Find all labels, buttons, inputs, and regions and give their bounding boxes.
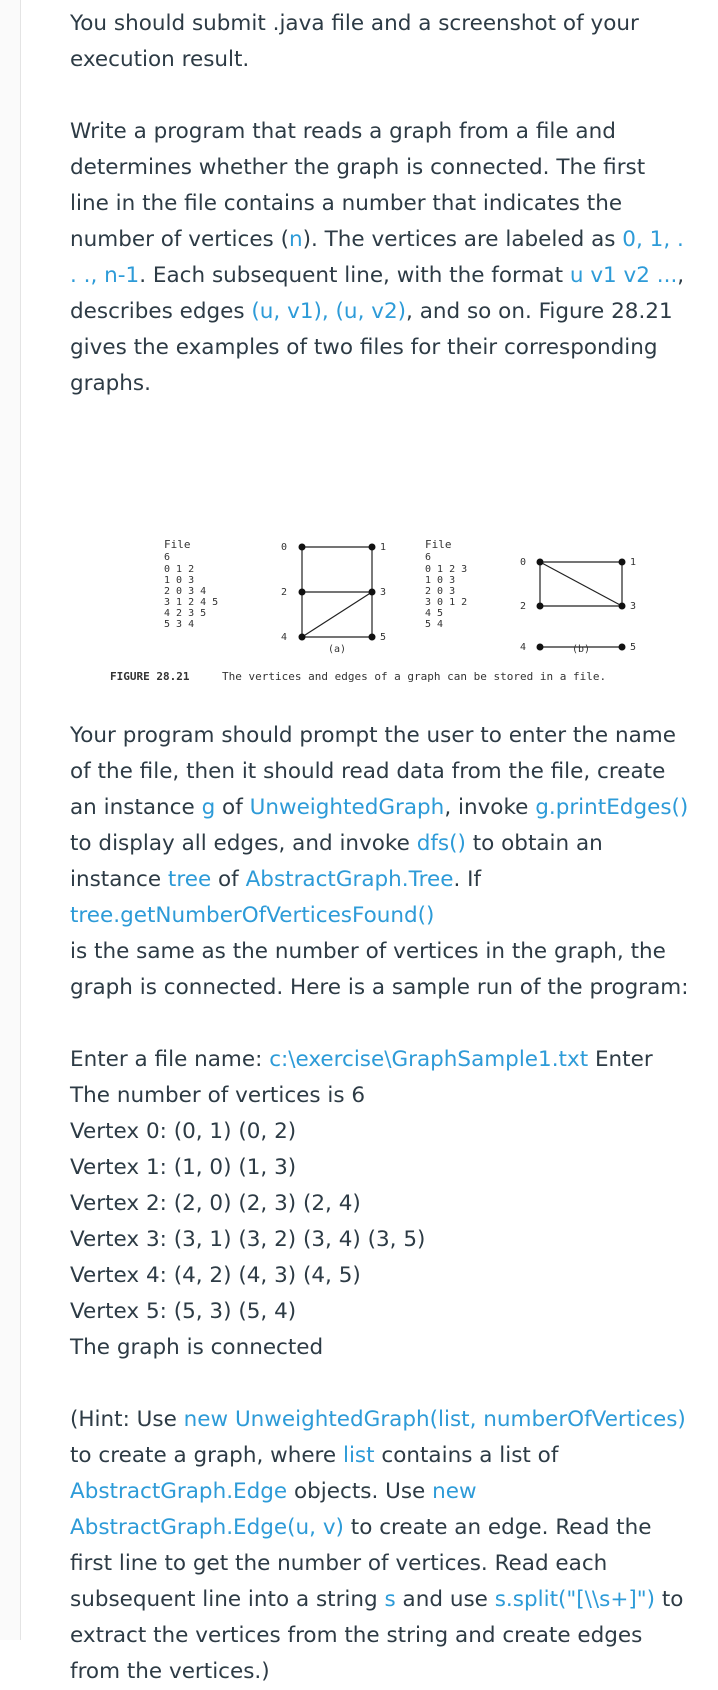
file-a-title: File [164,538,191,551]
figure-28-21 [70,438,690,718]
code-get-number-of-vertices-found: tree.getNumberOfVerticesFound() [70,903,435,928]
graph-b-label: (b) [572,644,591,655]
vertex-1 [369,544,376,551]
code-n: n [288,227,303,252]
desc-text: , and so on. Figure 28.21 gives the examples of two files for their corresponding graphs. [70,299,673,396]
sample-enter-key: Enter [588,1047,653,1072]
desc-text: . Each subsequent line, with the format [139,263,570,288]
code-labels: 0, 1, . . ., n-1 [70,227,684,288]
code-g: g [201,795,216,820]
vertex-label: 1 [630,557,637,568]
vertex-5 [369,634,376,641]
sample-line: The number of vertices is 6 [70,1083,366,1108]
file-a-line: 6 [164,552,171,563]
prompt-text: of [211,867,246,892]
vertex-label: 2 [520,601,527,612]
desc-text: ). The vertices are labeled as [302,227,623,252]
code-tree: tree [167,867,212,892]
vertex-4 [299,634,306,641]
prompt-text: to obtain an instance [70,831,603,892]
vertex-label: 0 [520,557,527,568]
file-b-line: 0 1 2 3 [425,564,468,575]
sample-enter-line [70,1042,690,1078]
vertex-3 [369,589,376,596]
sample-line: Vertex 1: (1, 0) (1, 3) [70,1155,297,1180]
code-print-edges: g.printEdges() [535,795,689,820]
vertex-4 [537,644,544,651]
code-list: list [342,1443,375,1468]
hint-text: to extract the vertices from the string and create edges from the vertices.) [70,1587,684,1684]
sample-file-path: c:\exercise\GraphSample1.txt [269,1047,589,1072]
vertex-label: 4 [281,632,288,643]
intro-paragraph: You should submit .java file and a screenshot of your execution result. [70,11,639,72]
vertex-1 [619,559,626,566]
vertex-0 [537,559,544,566]
desc-text: Write a program that reads a graph from a file and determines whether the graph is connected. The first line in the file contains a number that indicates the number of vertices ( [70,119,646,252]
prompt-text: of [215,795,250,820]
edge-0-3 [540,562,622,606]
sample-line: Vertex 4: (4, 2) (4, 3) (4, 5) [70,1263,361,1288]
hint-text: to create an edge. Read the first line to get the number of vertices. Read each subsequent line into a string [70,1515,652,1612]
file-b-line: 6 [425,552,432,563]
vertex-label: 4 [520,642,527,653]
vertex-label: 3 [380,587,387,598]
file-b-line: 3 0 1 2 [425,597,468,608]
code-format: u v1 v2 ... [569,263,678,288]
hint-text: objects. Use [287,1479,433,1504]
code-abstract-graph-tree: AbstractGraph.Tree [245,867,454,892]
sample-line: Vertex 5: (5, 3) (5, 4) [70,1299,297,1324]
prompt-text: , invoke [444,795,536,820]
vertex-label: 0 [281,542,288,553]
file-a-line: 4 2 3 5 [164,608,207,619]
vertex-label: 5 [630,642,637,653]
graph-a-edges [302,547,372,637]
code-new-unweighted-graph: new UnweightedGraph(list, numberOfVertices) [183,1407,686,1432]
figure-image [70,438,690,718]
prompt-text: . If [453,867,482,892]
sample-enter-label: Enter a file name: [70,1047,270,1072]
file-b-title: File [425,538,452,551]
vertex-3 [619,603,626,610]
vertex-0 [299,544,306,551]
file-b-line: 5 4 [425,619,444,630]
edge-3-4 [302,592,372,637]
graph-b-vertices [537,559,626,651]
hint-text: contains a list of [374,1443,559,1468]
vertex-label: 5 [380,632,387,643]
file-b-line: 4 5 [425,608,444,619]
vertex-5 [619,644,626,651]
hint-text: to create a graph, where [70,1443,343,1468]
code-split: s.split("[\\s+]") [494,1587,656,1612]
sample-line: Vertex 2: (2, 0) (2, 3) (2, 4) [70,1191,361,1216]
assignment-content [70,6,690,1690]
code-dfs: dfs() [416,831,466,856]
code-abstract-graph-edge: AbstractGraph.Edge [70,1479,288,1504]
hint-paragraph [70,1402,690,1690]
description-paragraph [70,114,690,402]
caption-text: The vertices and edges of a graph can be stored in a file. [222,670,607,683]
caption-label: FIGURE 28.21 [110,670,190,683]
prompt-text: Your program should prompt the user to enter the name of the file, then it should read data from the file, create an instance [70,723,676,820]
vertex-2 [299,589,306,596]
hint-text: (Hint: Use [70,1407,184,1432]
file-a-line: 1 0 3 [164,575,195,586]
graph-b-edges [540,562,622,647]
sample-line: Vertex 0: (0, 1) (0, 2) [70,1119,297,1144]
desc-text: , describes edges [70,263,685,324]
prompt-text: to display all edges, and invoke [70,831,417,856]
vertex-label: 2 [281,587,288,598]
sample-run [70,1042,690,1366]
left-border [0,0,21,1640]
file-b-line: 2 0 3 [425,586,456,597]
file-a-line: 0 1 2 [164,564,195,575]
prompt-paragraph [70,718,690,1006]
hint-text: and use [395,1587,495,1612]
sample-line: Vertex 3: (3, 1) (3, 2) (3, 4) (3, 5) [70,1227,426,1252]
prompt-text: is the same as the number of vertices in the graph, the graph is connected. Here is a sample run of the program: [70,939,689,1000]
code-edges: (u, v1), (u, v2) [251,299,407,324]
sample-line: The graph is connected [70,1335,324,1360]
code-unweighted-graph: UnweightedGraph [249,795,445,820]
code-new-edge: new AbstractGraph.Edge(u, v) [70,1479,477,1540]
code-s: s [384,1587,396,1612]
file-a-line: 5 3 4 [164,619,195,630]
vertex-label: 1 [380,542,387,553]
file-b-line: 1 0 3 [425,575,456,586]
file-a-line: 3 1 2 4 5 [164,597,219,608]
file-a-line: 2 0 3 4 [164,586,207,597]
graph-a-label: (a) [328,644,347,655]
vertex-2 [537,603,544,610]
vertex-label: 3 [630,601,637,612]
